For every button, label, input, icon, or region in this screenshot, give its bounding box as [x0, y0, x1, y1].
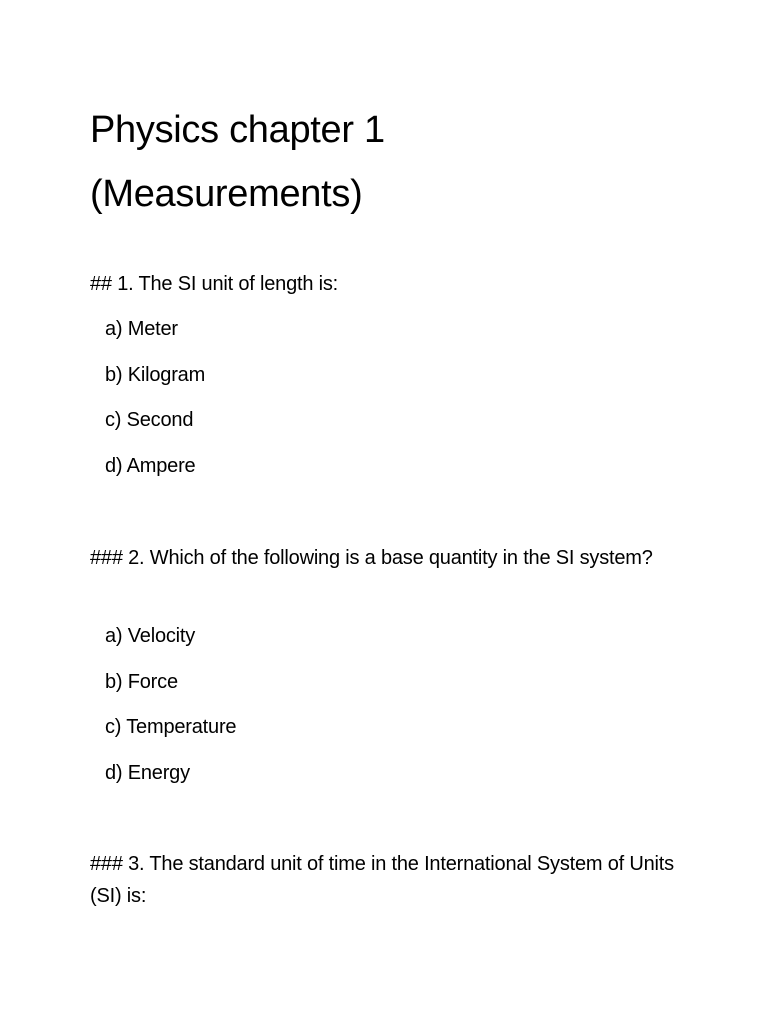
- question-1-option-b: b) Kilogram: [105, 364, 206, 386]
- question-1-option-a: a) Meter: [105, 318, 178, 340]
- page-title: [90, 98, 690, 226]
- question-2: ### 2. Which of the following is a base quantity in the SI system?: [90, 547, 653, 569]
- question-1-option-d: d) Ampere: [105, 455, 196, 477]
- question-2-option-b: b) Force: [105, 671, 178, 693]
- title-line-2: (Measurements): [90, 173, 363, 215]
- question-2-option-d: d) Energy: [105, 762, 190, 784]
- question-3: ### 3. The standard unit of time in the International System of Units (SI) is:: [90, 853, 674, 907]
- question-1: ## 1. The SI unit of length is:: [90, 273, 339, 295]
- question-2-option-a: a) Velocity: [105, 625, 196, 647]
- title-line-1: Physics chapter 1: [90, 109, 385, 151]
- question-2-option-c: c) Temperature: [105, 716, 237, 738]
- question-1-option-c: c) Second: [105, 409, 194, 431]
